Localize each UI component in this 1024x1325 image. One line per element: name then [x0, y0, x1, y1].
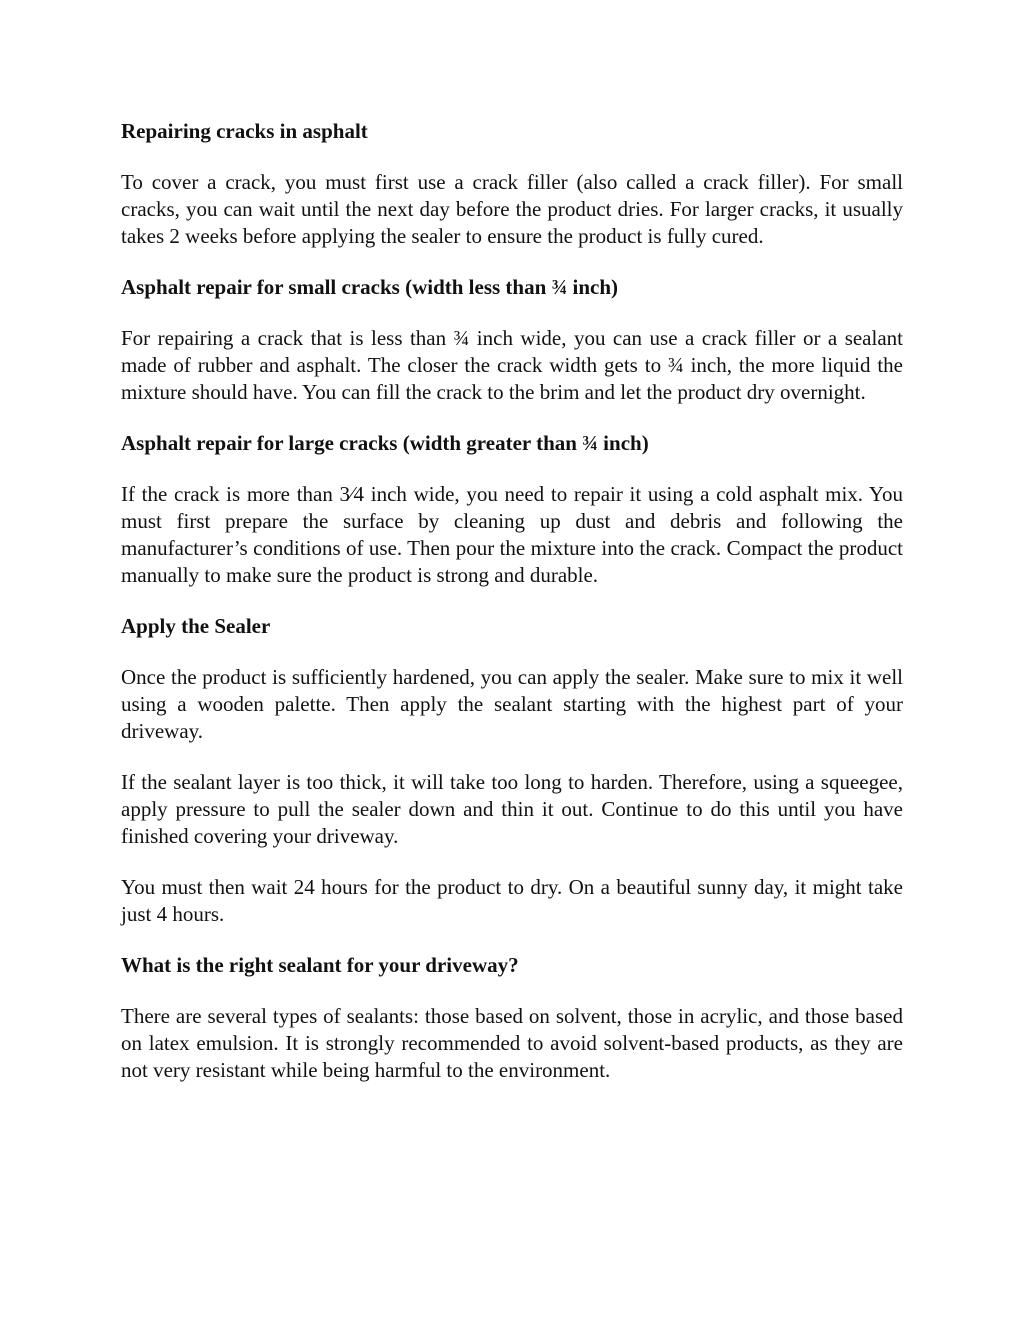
paragraph: To cover a crack, you must first use a crack filler (also called a crack filler). For small cracks, you can wait until the next day before the product dries. For larger cracks, it usually takes 2 weeks before applying the sealer to ensure the product is fully cured. [121, 170, 903, 248]
section-apply-sealer [121, 613, 903, 928]
section-heading: Asphalt repair for small cracks (width less than ¾ inch) [121, 275, 619, 299]
section-repairing-cracks [121, 118, 903, 250]
paragraph: You must then wait 24 hours for the product to dry. On a beautiful sunny day, it might take just 4 hours. [121, 875, 903, 926]
section-heading: Apply the Sealer [121, 614, 271, 638]
paragraph: If the sealant layer is too thick, it will take too long to harden. Therefore, using a squeegee, apply pressure to pull the sealer down and thin it out. Continue to do this until you have finished covering your driveway. [121, 770, 903, 848]
paragraph: For repairing a crack that is less than ¾ inch wide, you can use a crack filler or a sealant made of rubber and asphalt. The closer the crack width gets to ¾ inch, the more liquid the mixture should have. You can fill the crack to the brim and let the product dry overnight. [121, 326, 903, 404]
section-large-cracks [121, 430, 903, 589]
document-page [121, 118, 903, 1084]
paragraph: There are several types of sealants: those based on solvent, those in acrylic, and those based on latex emulsion. It is strongly recommended to avoid solvent-based products, as they are not very resistant while being harmful to the environment. [121, 1004, 903, 1082]
section-heading: What is the right sealant for your driveway? [121, 953, 519, 977]
section-heading: Repairing cracks in asphalt [121, 119, 368, 143]
section-right-sealant [121, 952, 903, 1084]
section-heading: Asphalt repair for large cracks (width greater than ¾ inch) [121, 431, 649, 455]
paragraph: If the crack is more than 3⁄4 inch wide, you need to repair it using a cold asphalt mix. You must first prepare the surface by cleaning up dust and debris and following the manufacturer’s conditions of use. Then pour the mixture into the crack. Compact the product manually to make sure the product is strong and durable. [121, 482, 903, 587]
section-small-cracks [121, 274, 903, 406]
paragraph: Once the product is sufficiently hardened, you can apply the sealer. Make sure to mix it well using a wooden palette. Then apply the sealant starting with the highest part of your driveway. [121, 665, 903, 743]
